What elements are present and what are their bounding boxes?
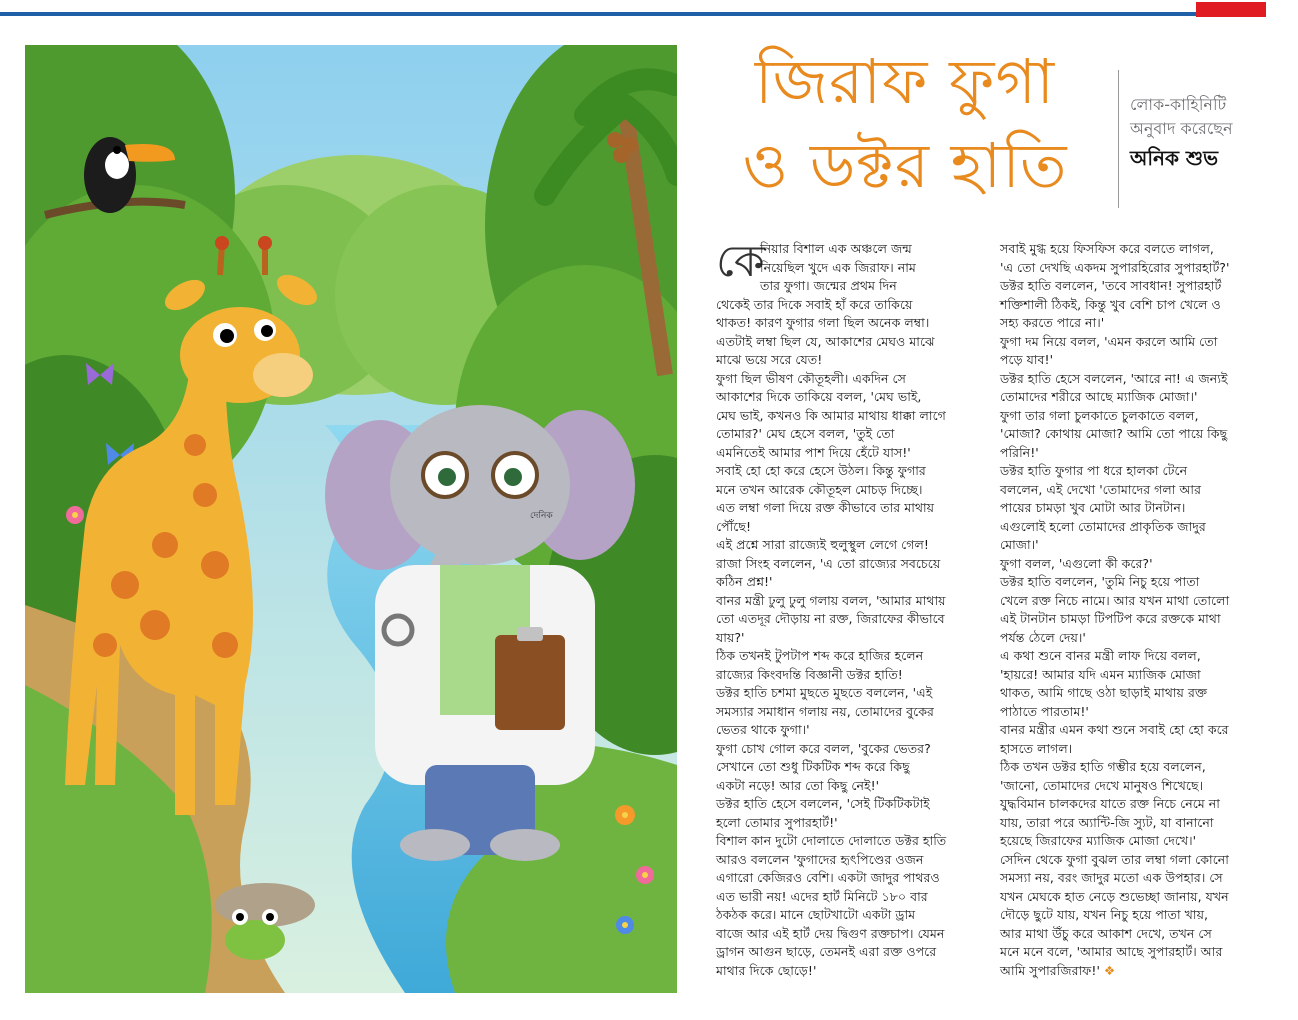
header-red-tab: [1196, 2, 1266, 17]
article-line: মাঝে ভয়ে সরে যেত!: [716, 352, 823, 367]
article-line: এই টানটান চামড়া টিপটিপ করে রক্তকে মাথা: [1000, 611, 1221, 626]
article-line: ফুগা চোখ গোল করে বলল, 'বুকের ভেতর?: [716, 740, 931, 756]
article-line: থেকেই তার দিকে সবাই হাঁ করে তাকিয়ে: [716, 296, 913, 312]
article-line: আরও বললেন 'ফুগাদের হৃৎপিণ্ডের ওজন: [716, 851, 924, 867]
title-line-2: ও ডক্টর হাতি: [742, 129, 1068, 202]
article-line: হলো তোমার সুপারহার্ট!': [716, 814, 838, 830]
byline: [1130, 93, 1290, 173]
article-line: যায়?': [716, 629, 745, 645]
article-line: মেঘ ভাই, কখনও কি আমার মাথায় ধাক্কা লাগে: [716, 407, 946, 423]
article-line: 'মোজা? কোথায় মোজা? আমি তো পায়ে কিছু: [1000, 426, 1228, 441]
article-line: আকাশের দিকে তাকিয়ে বলল, 'মেঘ ভাই,: [716, 389, 922, 404]
article-line: নিয়েছিল খুদে এক জিরাফ। নাম: [760, 259, 916, 275]
illustration-signature: দেনিক: [530, 511, 553, 521]
article-line: কঠিন প্রশ্ন!': [716, 574, 773, 589]
article-line: এত ভারী নয়! এদের হার্ট মিনিটে ১৮০ বার: [716, 888, 928, 904]
article-line: ভেতর থাকে ফুগা।': [716, 722, 810, 737]
article-line: আমি সুপারজিরাফ!' ❖: [1000, 962, 1116, 978]
article-line: এগুলোই হলো তোমাদের প্রাকৃতিক জাদুর: [1000, 518, 1206, 534]
article-line: তোমার?' মেঘ হেসে বলল, 'তুই তো: [716, 426, 895, 441]
article-line: বানর মন্ত্রীর এমন কথা শুনে সবাই হো হো করে: [1000, 722, 1229, 737]
article-line: ড্রাগন আগুন ছাড়ে, তেমনই এরা রক্ত ওপরে: [716, 944, 937, 959]
article-line: আর মাথা উঁচু করে আকাশ দেখে, তখন সে: [1000, 925, 1212, 941]
article-line: যখন মেঘকে হাত নেড়ে শুভেচ্ছা জানায়, যখন: [1000, 888, 1229, 904]
article-line: খেলে রক্ত নিচে নামে। আর যখন মাথা তোলো: [1000, 592, 1230, 608]
article-line: এগারো কেজিরও বেশি। একটা জাদুর পাথরও: [716, 870, 940, 885]
article-line: ফুগা তার গলা চুলকাতে চুলকাতে বলল,: [1000, 407, 1199, 423]
title-divider: [1118, 70, 1119, 208]
article-line: তার ফুগা। জন্মের প্রথম দিন: [760, 278, 897, 293]
article-line: ডক্টর হাতি ফুগার পা ধরে হালকা টেনে: [1000, 463, 1188, 478]
article-line: ফুগা বলল, 'এগুলো কী করে?': [1000, 555, 1153, 571]
article-line: এমনিতেই আমার পাশ দিয়ে হেঁটে যাস!': [716, 444, 911, 460]
article-line: 'জানো, তোমাদের দেখে মানুষও শিখেছে।: [1000, 777, 1204, 793]
article-line: সমস্যা নয়, বরং জাদুর মতো এক উপহার। সে: [1000, 870, 1223, 885]
article-line: নিয়ার বিশাল এক অঞ্চলে জন্ম: [760, 241, 912, 256]
article-line: পৌঁছে!: [716, 518, 752, 534]
article-line: মনে মনে বলে, 'আমার আছে সুপারহার্ট। আর: [1000, 944, 1223, 959]
article-line: সেদিন থেকে ফুগা বুঝল তার লম্বা গলা কোনো: [1000, 851, 1229, 867]
byline-source: লোক-কাহিনিটি: [1130, 95, 1227, 114]
article-line: শক্তিশালী ঠিকই, কিন্তু খুব বেশি চাপ খেলে ও: [1000, 296, 1221, 312]
article-line: বললেন, এই দেখো 'তোমাদের গলা আর: [1000, 481, 1202, 497]
article-line: ঠিক তখনই টুপটাপ শব্দ করে হাজির হলেন: [716, 648, 924, 663]
article-line: তো এতদূর দৌড়ায় না রক্ত, জিরাফের কীভাবে: [716, 611, 945, 626]
article-line: একটা নড়ে! আর তো কিছু নেই!': [716, 777, 880, 793]
article-line: ডক্টর হাতি হেসে বললেন, 'আরে না! এ জন্যই: [1000, 370, 1228, 386]
article-line: যায়, তারা পরে অ্যান্টি-জি স্যুট, যা বানানো: [1000, 814, 1214, 830]
article-line: সবাই হো হো করে হেসে উঠল। কিন্তু ফুগার: [716, 463, 926, 478]
article-line: মোজা।': [1000, 537, 1039, 552]
end-mark-icon: ❖: [1099, 962, 1116, 978]
article-column-1: [716, 240, 986, 980]
article-line: রাজ্যের কিংবদন্তি বিজ্ঞানী ডক্টর হাতি!: [716, 666, 903, 682]
article-line: হাসতে লাগল।: [1000, 740, 1073, 756]
header-rule: [0, 12, 1196, 16]
article-line: ডক্টর হাতি বললেন, 'তবে সাবধান! সুপারহার্ট: [1000, 278, 1222, 293]
article-line: থাকত, আমি গাছে ওঠা ছাড়াই মাথায় রক্ত: [1000, 685, 1208, 700]
article-line: বিশাল কান দুটো দোলাতে দোলাতে ডক্টর হাতি: [716, 833, 947, 848]
article-line: ঠকঠক করে। মানে ছোটখাটো একটা ড্রাম: [716, 907, 916, 922]
drop-cap: কে: [716, 236, 765, 287]
title-line-1: জিরাফ ফুগা: [754, 45, 1056, 118]
article-line: এত লম্বা গলা দিয়ে রক্ত কীভাবে তার মাথায়: [716, 500, 935, 515]
article-line: রাজা সিংহ বললেন, 'এ তো রাজ্যের সবচেয়ে: [716, 555, 941, 571]
article-line: পড়ে যাব!': [1000, 352, 1054, 367]
article-line: ফুগা ছিল ভীষণ কৌতূহলী। একদিন সে: [716, 370, 906, 386]
article-line: সহ্য করতে পারে না।': [1000, 315, 1105, 330]
article-column-2: [1000, 240, 1272, 980]
article-line: বানর মন্ত্রী ঢুলু ঢুলু গলায় বলল, 'আমার মাথায়: [716, 592, 946, 608]
article-line: ডক্টর হাতি বললেন, 'তুমি নিচু হয়ে পাতা: [1000, 574, 1200, 589]
article-line: ডক্টর হাতি চশমা মুছতে মুছতে বললেন, 'এই: [716, 685, 933, 700]
story-illustration: [25, 45, 677, 993]
article-line: 'এ তো দেখছি একদম সুপারহিরোর সুপারহার্ট?': [1000, 259, 1230, 275]
article-line: তোমাদের শরীরে আছে ম্যাজিক মোজা।': [1000, 389, 1198, 404]
byline-credit: অনুবাদ করেছেন: [1130, 119, 1233, 138]
article-line: পায়ের চামড়া খুব মোটা আর টানটান।: [1000, 500, 1186, 515]
article-line: মনে তখন আরেক কৌতূহল মোচড় দিচ্ছে।: [716, 481, 923, 497]
article-line: ফুগা দম নিয়ে বলল, 'এমন করলে আমি তো: [1000, 333, 1218, 349]
article-line: ঠিক তখন ডক্টর হাতি গম্ভীর হয়ে বললেন,: [1000, 759, 1206, 774]
article-line: পরিনি!': [1000, 444, 1039, 460]
article-line: হয়েছে জিরাফের ম্যাজিক মোজা দেখে।': [1000, 833, 1197, 848]
article-line: থাকত! কারণ ফুগার গলা ছিল অনেক লম্বা।: [716, 315, 930, 330]
article-line: পর্যন্ত ঠেলে দেয়।': [1000, 629, 1086, 645]
article-line: ডক্টর হাতি হেসে বললেন, 'সেই টিকটিকটাই: [716, 796, 930, 811]
article-line: বাজে আর এই হার্ট দেয় দ্বিগুণ রক্তচাপ। যেমন: [716, 925, 945, 941]
article-line: পাঠাতে পারতাম!': [1000, 703, 1089, 719]
article-line: দৌড়ে ছুটে যায়, যখন নিচু হয়ে পাতা খায়,: [1000, 907, 1208, 922]
article-line: সেখানে তো শুধু টিকটিক শব্দ করে কিছু: [716, 759, 910, 774]
article-line: সবাই মুগ্ধ হয়ে ফিসফিস করে বলতে লাগল,: [1000, 241, 1214, 256]
article-line: এই প্রশ্নে সারা রাজ্যেই হুলুস্থুল লেগে গেল!: [716, 537, 929, 552]
article-line: 'হায়রে! আমার যদি এমন ম্যাজিক মোজা: [1000, 666, 1201, 682]
article-line: মাথার দিকে ছোড়ে!': [716, 962, 817, 978]
article-title: [700, 40, 1110, 208]
byline-author: অনিক শুভ: [1130, 146, 1219, 170]
article-line: যুদ্ধবিমান চালকদের যাতে রক্ত নিচে নেমে না: [1000, 796, 1220, 811]
article-line: সমস্যার সমাধান গলায় নয়, তোমাদের বুকের: [716, 703, 934, 719]
article-line: এ কথা শুনে বানর মন্ত্রী লাফ দিয়ে বলল,: [1000, 648, 1201, 663]
article-line: এতটাই লম্বা ছিল যে, আকাশের মেঘও মাঝে: [716, 333, 935, 349]
